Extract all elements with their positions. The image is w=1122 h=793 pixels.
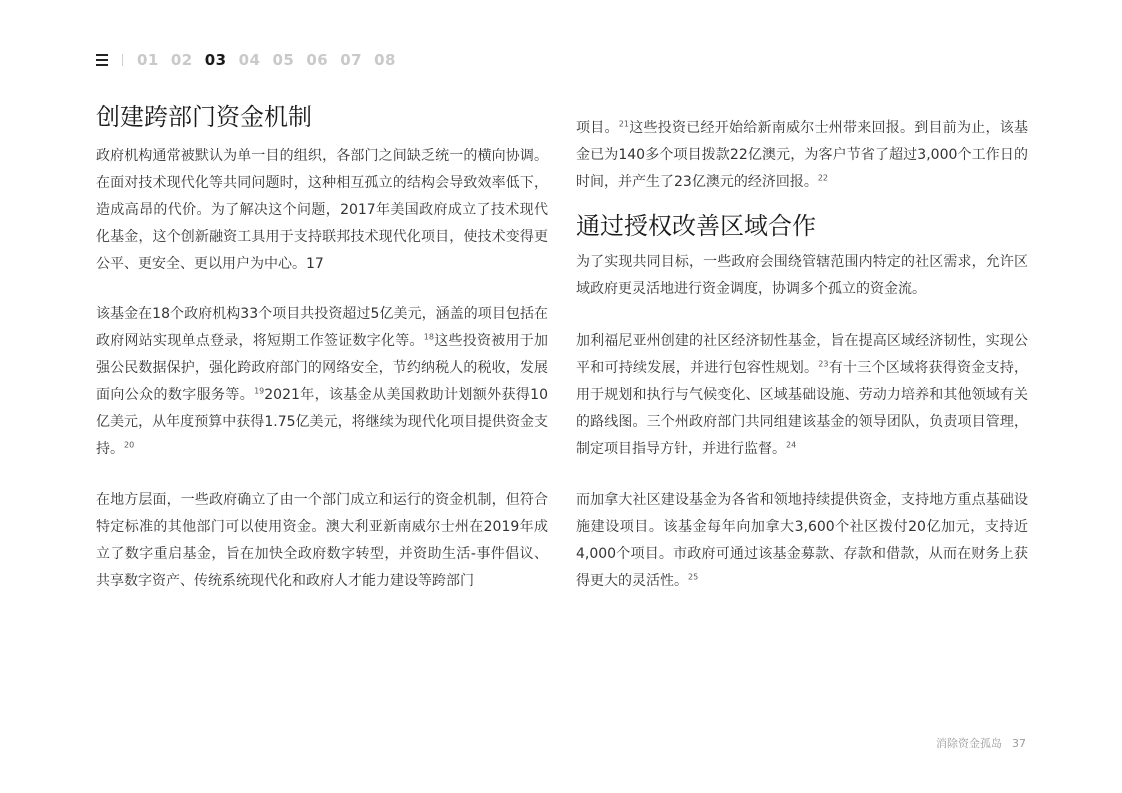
paragraph-right-2: 加利福尼亚州创建的社区经济韧性基金，旨在提高区域经济韧性，实现公平和可持续发展，并进行包容性规划。$^{23}$有十三个区域将获得资金支持，用于规划和执行与气候变化、区域基础设施、劳动力培养和其他领域有关的路线图。三个州政府部门共同组建该基金的领导团队，负责项目管理，制定项目指导方针，并进行监督。$^{24}$ bbox=[576, 333, 1029, 457]
nav-chapter-02[interactable]: 02 bbox=[170, 51, 193, 69]
nav-chapter-03[interactable]: 03 bbox=[204, 51, 227, 69]
footnote-ref[interactable]: 19 bbox=[254, 386, 265, 396]
nav-divider bbox=[122, 54, 123, 66]
paragraph-right-0: 项目。$^{21}$这些投资已经开始给新南威尔士州带来回报。到目前为止，该基金已为140多个项目拨款22亿澳元，为客户节省了超过3,000个工作日的时间，并产生了23亿澳元的经济回报。$^{22}$ bbox=[576, 119, 1029, 190]
nav-chapter-05[interactable]: 05 bbox=[272, 51, 295, 69]
footnote-ref[interactable]: 21 bbox=[618, 119, 629, 129]
section-heading-cross-department-funding: 创建跨部门资金机制 bbox=[96, 103, 312, 131]
menu-icon[interactable] bbox=[96, 54, 108, 66]
nav-chapter-08[interactable]: 08 bbox=[374, 51, 396, 69]
nav-chapter-04[interactable]: 04 bbox=[238, 51, 261, 69]
chapter-nav bbox=[96, 49, 408, 71]
footnote-ref[interactable]: 25 bbox=[688, 572, 699, 582]
footnote-ref[interactable]: 22 bbox=[817, 173, 829, 183]
nav-chapter-07[interactable]: 07 bbox=[340, 51, 363, 69]
paragraph-left-1: 政府机构通常被默认为单一目的组织，各部门之间缺乏统一的横向协调。在面对技术现代化等共同问题时，这种相互孤立的结构会导致效率低下，造成高昂的代价。为了解决这个问题，2017年美国政府成立了技术现代化基金，这个创新融资工具用于支持联邦技术现代化项目，使技术变得更公平、更安全、更以用户为中心。17 bbox=[96, 148, 548, 272]
paragraph-right-3: 而加拿大社区建设基金为各省和领地持续提供资金，支持地方重点基础设施建设项目。该基金每年向加拿大3,600个社区拨付20亿加元，支持近4,000个项目。市政府可通过该基金募款、存款和借款，从而在财务上获得更大的灵活性。$^{25}$ bbox=[576, 492, 1028, 589]
footnote-ref[interactable]: 18 bbox=[423, 332, 434, 342]
paragraph-right-1: 为了实现共同目标，一些政府会围绕管辖范围内特定的社区需求，允许区域政府更灵活地进行资金调度，协调多个孤立的资金流。 bbox=[576, 254, 1028, 297]
nav-chapter-06[interactable]: 06 bbox=[306, 51, 329, 69]
footnote-ref[interactable]: 23 bbox=[818, 359, 829, 369]
footnote-ref[interactable]: 20 bbox=[124, 440, 135, 450]
nav-chapter-01[interactable]: 01 bbox=[137, 51, 159, 69]
section-heading-regional-cooperation: 通过授权改善区域合作 bbox=[576, 212, 816, 240]
page-footer bbox=[936, 735, 1026, 751]
paragraph-left-3: 在地方层面，一些政府确立了由一个部门成立和运行的资金机制，但符合特定标准的其他部门可以使用资金。澳大利亚新南威尔士州在2019年成立了数字重启基金，旨在加快全政府数字转型，并资助生活-事件倡议、共享数字资产、传统系统现代化和政府人才能力建设等跨部门 bbox=[96, 492, 548, 589]
footnote-ref[interactable]: 24 bbox=[786, 440, 797, 450]
footer-title: 消除资金孤岛 bbox=[936, 737, 1002, 750]
page-number: 37 bbox=[1012, 737, 1026, 750]
paragraph-left-2: 该基金在18个政府机构33个项目共投资超过5亿美元，涵盖的项目包括在政府网站实现单点登录，将短期工作签证数字化等。$^{18}$这些投资被用于加强公民数据保护，强化跨政府部门的网络安全，节约纳税人的税收，发展面向公众的数字服务等。$^{19}$2021年，该基金从美国救助计划额外获得10亿美元，从年度预算中获得1.75亿美元，将继续为现代化项目提供资金支持。$^{20}$ bbox=[96, 306, 549, 457]
